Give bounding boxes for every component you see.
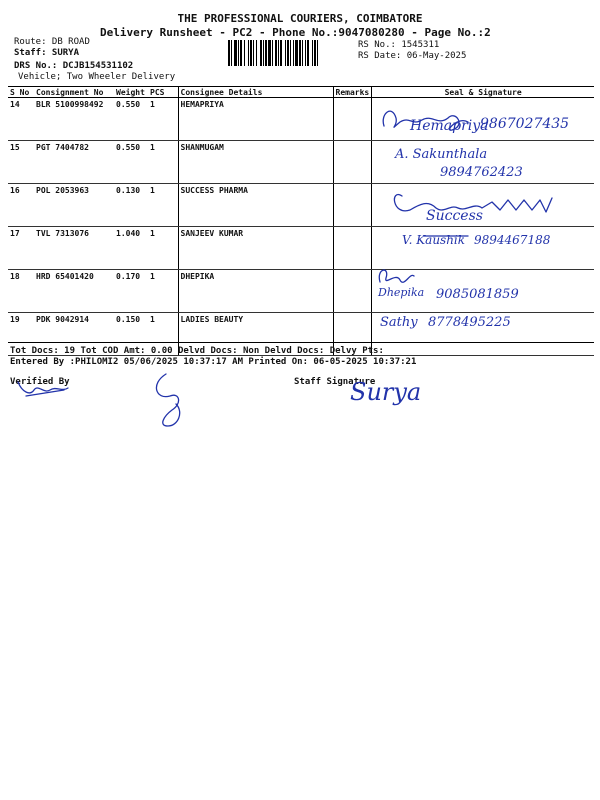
cell-consignee: LADIES BEAUTY — [178, 313, 333, 356]
footer-signatures — [0, 360, 420, 440]
staff-name: Staff: SURYA — [14, 48, 80, 58]
cell-weight: 0.550 — [114, 141, 148, 184]
signature-text-18: Dhepika — [378, 286, 425, 299]
col-weight: Weight — [114, 87, 148, 98]
barcode-bar — [234, 40, 237, 66]
cell-consignment: PDK 9042914 — [34, 313, 114, 356]
cell-weight: 1.040 — [114, 227, 148, 270]
signature-text-17: V. Kaushik — [402, 233, 466, 247]
phone-ink-17: 9894467188 — [474, 233, 551, 247]
barcode-bar — [280, 40, 282, 66]
cell-consignee: SUCCESS PHARMA — [178, 184, 333, 227]
footer-divider — [8, 342, 594, 343]
barcode-bar — [256, 40, 257, 66]
barcode-bar — [272, 40, 273, 66]
barcode-bar — [295, 40, 298, 66]
cell-sno: 18 — [8, 270, 34, 313]
col-signature: Seal & Signature — [372, 87, 594, 98]
cell-consignment: TVL 7313076 — [34, 227, 114, 270]
cell-consignment: POL 2053963 — [34, 184, 114, 227]
barcode-bar — [285, 40, 286, 66]
barcode-bar — [302, 40, 303, 66]
barcode-bar — [228, 40, 230, 66]
cell-pcs: 1 — [148, 184, 178, 227]
cell-pcs: 1 — [148, 98, 178, 141]
barcode-bar — [299, 40, 301, 66]
cell-pcs: 1 — [148, 141, 178, 184]
cell-sno: 19 — [8, 313, 34, 356]
barcode-bar — [314, 40, 316, 66]
totals-line: Tot Docs: 19 Tot COD Amt: 0.00 Delvd Docs: Non Delvd Docs: Delvy Pts: — [10, 346, 384, 356]
handwritten-entries — [340, 96, 590, 346]
signature-text-15: A. Sakunthala — [395, 147, 488, 162]
cell-consignee: HEMAPRIYA — [178, 98, 333, 141]
phone-ink-15: 9894762423 — [440, 165, 523, 180]
phone-ink-14: 9867027435 — [480, 116, 570, 132]
barcode-bar — [268, 40, 271, 66]
barcode-bar — [260, 40, 262, 66]
signature-scribble-18 — [379, 270, 414, 282]
col-remarks: Remarks — [333, 87, 372, 98]
cell-sno: 17 — [8, 227, 34, 270]
barcode-bar — [250, 40, 252, 66]
signature-text-16: Success — [426, 208, 483, 224]
cell-pcs: 1 — [148, 227, 178, 270]
barcode-bar — [231, 40, 232, 66]
col-sno: S No — [8, 87, 34, 98]
drs-number: DRS No.: DCJB154531102 — [14, 61, 134, 71]
verified-by-label: Verified By — [10, 377, 70, 387]
staff-signature-label: Staff Signature — [294, 377, 376, 387]
phone-ink-19: 8778495225 — [428, 315, 511, 330]
col-pcs: PCS — [148, 87, 178, 98]
cell-weight: 0.170 — [114, 270, 148, 313]
cell-consignee: SHANMUGAM — [178, 141, 333, 184]
barcode-bar — [305, 40, 306, 66]
cell-sno: 16 — [8, 184, 34, 227]
barcode-bar — [317, 40, 318, 66]
route: Route: DB ROAD — [14, 37, 90, 47]
barcode-bar — [278, 40, 279, 66]
col-consignee: Consignee Details — [178, 87, 333, 98]
cell-consignment: BLR 5100998492 — [34, 98, 114, 141]
entered-by-line: Entered By :PHILOMI2 05/06/2025 10:37:17 AM Printed On: 06-05-2025 10:37:21 — [10, 357, 417, 367]
verified-by-signature — [18, 382, 68, 396]
barcode-bar — [293, 40, 294, 66]
cell-pcs: 1 — [148, 313, 178, 356]
rs-number: RS No.: 1545311 — [358, 40, 440, 50]
barcode-bar — [248, 40, 249, 66]
barcode-bar — [290, 40, 291, 66]
barcode-bar — [253, 40, 254, 66]
barcode-bar — [238, 40, 239, 66]
signature-text-14: Hemapriya — [410, 118, 489, 134]
runsheet-title: Delivery Runsheet - PC2 - Phone No.:9047080280 - Page No.:2 — [100, 26, 491, 39]
rs-date: RS Date: 06-May-2025 — [358, 51, 467, 61]
cell-sno: 14 — [8, 98, 34, 141]
barcode-bar — [240, 40, 242, 66]
cell-consignee: SANJEEV KUMAR — [178, 227, 333, 270]
barcode-bar — [307, 40, 309, 66]
barcode — [228, 40, 352, 66]
cell-pcs: 1 — [148, 270, 178, 313]
phone-ink-18: 9085081859 — [436, 287, 519, 302]
staff-signature-ink: Surya — [350, 378, 422, 406]
cell-sno: 15 — [8, 141, 34, 184]
cell-consignment: PGT 7404782 — [34, 141, 114, 184]
barcode-bar — [275, 40, 277, 66]
barcode-bar — [287, 40, 289, 66]
cell-consignee: DHEPIKA — [178, 270, 333, 313]
col-consignment: Consignment No — [34, 87, 114, 98]
barcode-bar — [265, 40, 267, 66]
cell-weight: 0.550 — [114, 98, 148, 141]
cell-weight: 0.130 — [114, 184, 148, 227]
vehicle: Vehicle; Two Wheeler Delivery — [18, 72, 176, 82]
barcode-bar — [263, 40, 264, 66]
cell-weight: 0.150 — [114, 313, 148, 356]
barcode-bar — [312, 40, 313, 66]
cell-consignment: HRD 65401420 — [34, 270, 114, 313]
center-stamp-signature — [156, 374, 179, 426]
barcode-bar — [244, 40, 245, 66]
company-name: THE PROFESSIONAL COURIERS, COIMBATORE — [177, 12, 423, 25]
signature-text-19: Sathy — [380, 315, 418, 330]
